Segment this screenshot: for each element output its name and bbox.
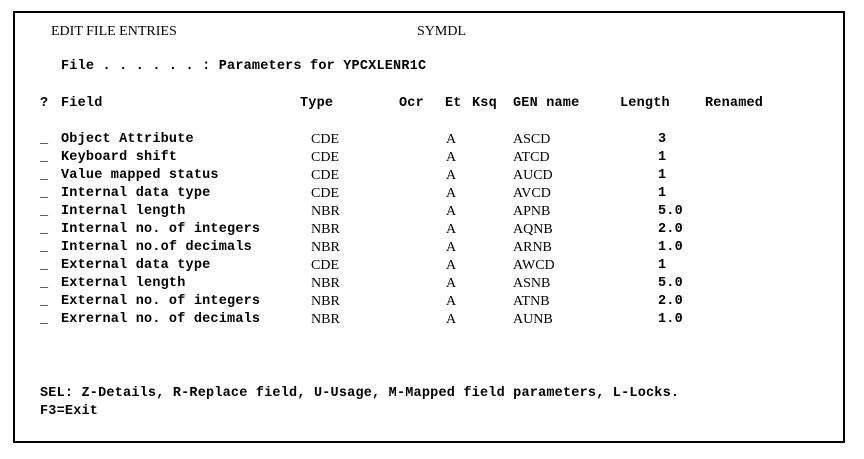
selection-input[interactable]: _ xyxy=(40,294,49,309)
field-name: External no. of integers xyxy=(61,294,261,309)
field-gen-name: ATCD xyxy=(513,150,550,165)
field-gen-name: AUCD xyxy=(513,168,553,183)
field-length: 5.0 xyxy=(658,204,683,219)
field-name: Keyboard shift xyxy=(61,150,178,165)
column-header-length: Length xyxy=(620,96,670,111)
field-type: CDE xyxy=(311,258,339,273)
field-length: 1 xyxy=(658,150,667,165)
field-length: 5.0 xyxy=(658,276,683,291)
field-type: NBR xyxy=(311,276,340,291)
column-header-et: Et xyxy=(445,96,462,111)
terminal-screen xyxy=(13,11,845,443)
field-length: 2.0 xyxy=(658,294,683,309)
field-et: A xyxy=(446,276,457,291)
column-header-renamed: Renamed xyxy=(705,96,764,111)
file-line: File . . . . . . : Parameters for YPCXLENR1C xyxy=(61,59,427,74)
field-name: Internal data type xyxy=(61,186,211,201)
selection-input[interactable]: _ xyxy=(40,222,49,237)
column-header-gen-name: GEN name xyxy=(513,96,580,111)
field-name: Exrernal no. of decimals xyxy=(61,312,261,327)
field-et: A xyxy=(446,294,457,309)
field-gen-name: ATNB xyxy=(513,294,550,309)
selection-input[interactable]: _ xyxy=(40,186,49,201)
field-et: A xyxy=(446,222,457,237)
field-type: CDE xyxy=(311,132,339,147)
field-gen-name: ASNB xyxy=(513,276,551,291)
field-gen-name: AQNB xyxy=(513,222,553,237)
selection-input[interactable]: _ xyxy=(40,258,49,273)
field-et: A xyxy=(446,168,457,183)
field-type: NBR xyxy=(311,312,340,327)
field-type: NBR xyxy=(311,294,340,309)
field-type: CDE xyxy=(311,186,339,201)
field-length: 1 xyxy=(658,168,667,183)
field-gen-name: APNB xyxy=(513,204,551,219)
field-type: NBR xyxy=(311,240,340,255)
selection-options-hint: SEL: Z-Details, R-Replace field, U-Usage, M-Mapped field parameters, L-Locks. xyxy=(40,386,680,401)
field-length: 1 xyxy=(658,186,667,201)
field-et: A xyxy=(446,258,457,273)
screen-title: EDIT FILE ENTRIES xyxy=(51,24,177,39)
field-length: 3 xyxy=(658,132,667,147)
field-name: Internal no.of decimals xyxy=(61,240,252,255)
field-type: NBR xyxy=(311,204,340,219)
column-header-ocr: Ocr xyxy=(399,96,424,111)
selection-input[interactable]: _ xyxy=(40,240,49,255)
field-name: Internal no. of integers xyxy=(61,222,261,237)
field-length: 1.0 xyxy=(658,240,683,255)
field-et: A xyxy=(446,150,457,165)
field-et: A xyxy=(446,186,457,201)
selection-input[interactable]: _ xyxy=(40,132,49,147)
column-header-type: Type xyxy=(300,96,334,111)
selection-input[interactable]: _ xyxy=(40,150,49,165)
field-et: A xyxy=(446,132,457,147)
column-header-field: Field xyxy=(61,96,103,111)
field-et: A xyxy=(446,312,457,327)
field-type: CDE xyxy=(311,150,339,165)
selection-input[interactable]: _ xyxy=(40,276,49,291)
column-header-ksq: Ksq xyxy=(472,96,497,111)
field-et: A xyxy=(446,204,457,219)
field-gen-name: AVCD xyxy=(513,186,551,201)
function-key-exit[interactable]: F3=Exit xyxy=(40,404,99,419)
field-length: 1 xyxy=(658,258,667,273)
field-et: A xyxy=(446,240,457,255)
field-name: Internal length xyxy=(61,204,186,219)
field-name: External length xyxy=(61,276,186,291)
field-type: NBR xyxy=(311,222,340,237)
selection-input[interactable]: _ xyxy=(40,168,49,183)
field-type: CDE xyxy=(311,168,339,183)
selection-input[interactable]: _ xyxy=(40,312,49,327)
field-name: Object Attribute xyxy=(61,132,194,147)
field-gen-name: AUNB xyxy=(513,312,553,327)
field-length: 2.0 xyxy=(658,222,683,237)
field-name: External data type xyxy=(61,258,211,273)
field-name: Value mapped status xyxy=(61,168,219,183)
field-gen-name: ARNB xyxy=(513,240,552,255)
column-header-sel: ? xyxy=(40,96,49,111)
field-gen-name: ASCD xyxy=(513,132,551,147)
model-name: SYMDL xyxy=(417,24,467,39)
field-gen-name: AWCD xyxy=(513,258,555,273)
selection-input[interactable]: _ xyxy=(40,204,49,219)
field-length: 1.0 xyxy=(658,312,683,327)
